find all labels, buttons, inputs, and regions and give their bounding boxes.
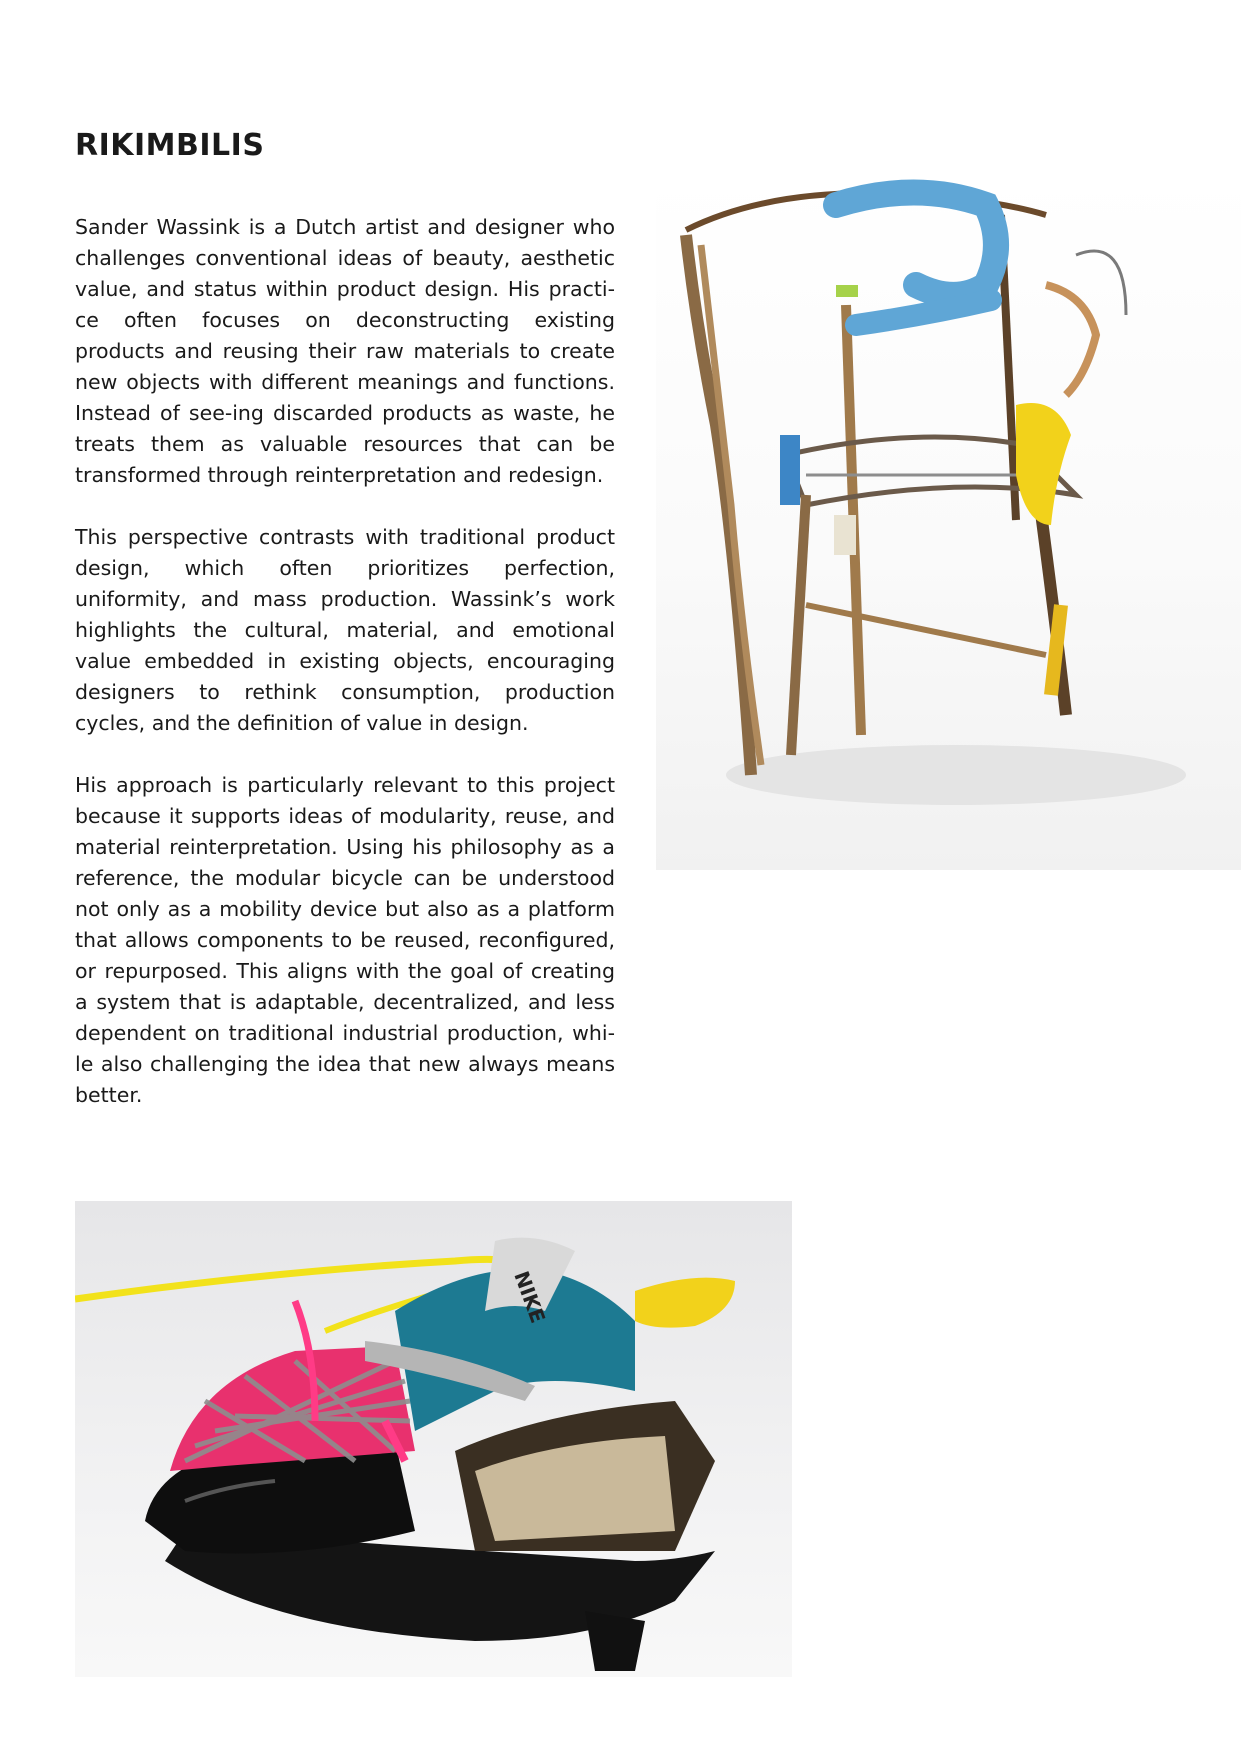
page-title: RIKIMBILIS [75,128,265,163]
paragraph-2: This perspective contrasts with traditional product design, which often prioritizes perfection, uniformity, and mass production. Wassink’s work highlights the cultural, material, and emotional value embedded in existing objects, encouraging designers to rethink consumption, production cycles, and the definition of value in design. [75,525,615,735]
paragraph-1: Sander Wassink is a Dutch artist and designer who challenges conventional ideas of beauty, aesthetic value, and status within product design. His practi-ce often focuses on deconstructing existing products and reusing their raw materials to create new objects with different meanings and functions. Instead of see-ing discarded products as waste, he treats them as valuable resources that can be transformed through reinterpretation and redesign. [75,215,615,487]
chair-photo [656,175,1241,870]
body-text [75,212,615,1142]
assembled-chair-icon [656,175,1241,870]
reassembled-shoe-icon [75,1201,792,1677]
paragraph-3: His approach is particularly relevant to this project because it supports ideas of modularity, reuse, and material reinterpretation. Using his philosophy as a reference, the modular bicycle can be understood not only as a mobility device but also as a platform that allows components to be reused, reconfigured, or repurposed. This aligns with the goal of creating a system that is adaptable, decentralized, and less dependent on traditional industrial production, whi-le also challenging the idea that new always means better. [75,773,615,1107]
shoe-brand-mark: NIKE [509,1267,551,1327]
shoe-photo [75,1201,792,1677]
